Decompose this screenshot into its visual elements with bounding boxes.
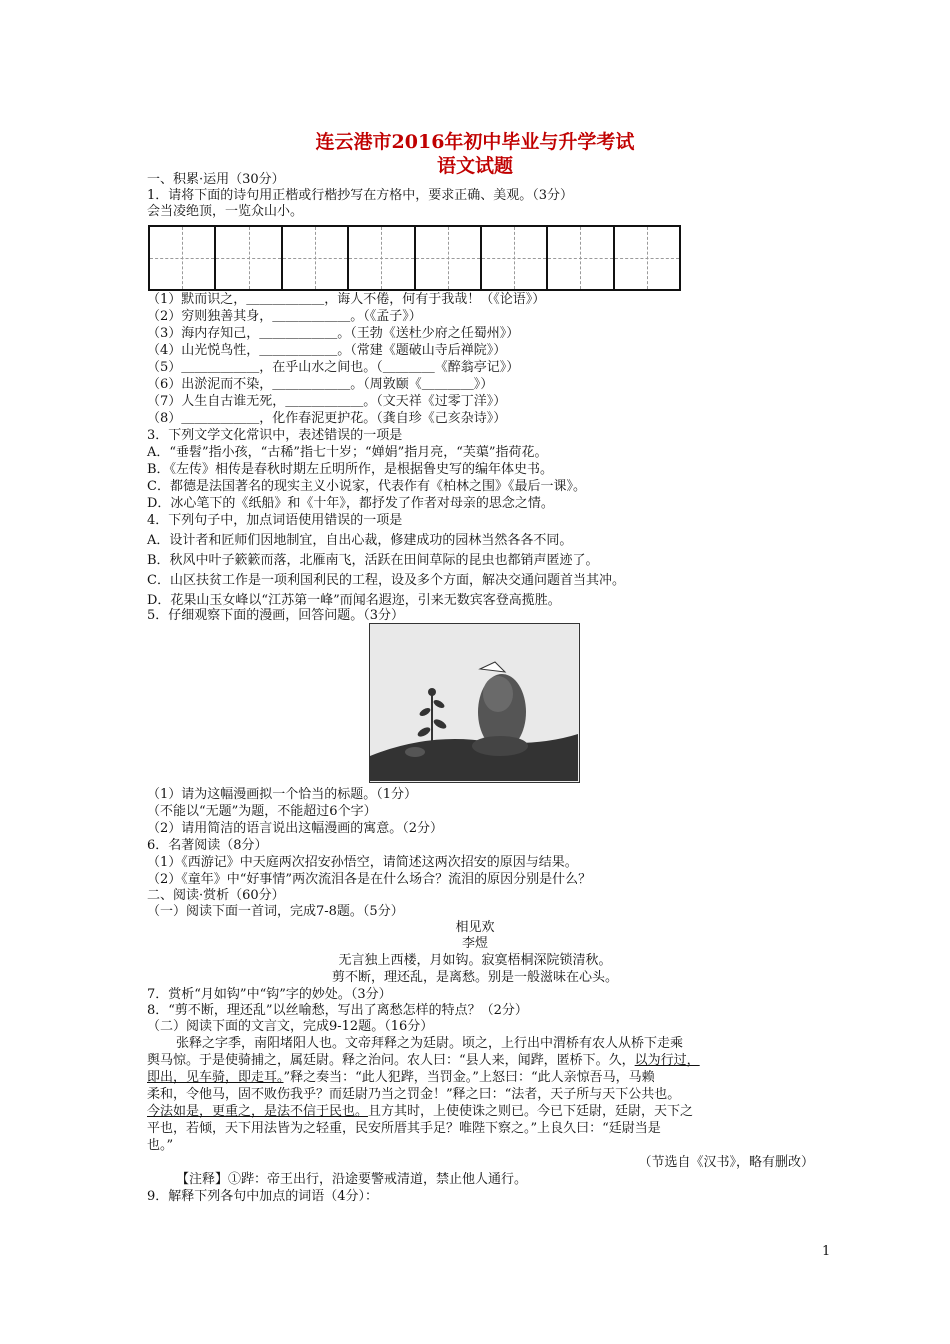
option-c: C．都德是法国著名的现实主义小说家，代表作有《柏林之围》《最后一课》。 <box>147 479 586 494</box>
passage-line: 也。” <box>147 1138 174 1153</box>
option-d: D．花果山玉女峰以“江苏第一峰”而闻名遐迩，引来无数宾客登高揽胜。 <box>147 593 561 608</box>
option-d: D．冰心笔下的《纸船》和《十年》，都抒发了作者对母亲的思念之情。 <box>147 496 554 511</box>
annotation-note: 【注释】①跸：帝王出行，沿途要警戒清道，禁止他人通行。 <box>176 1172 528 1187</box>
exam-title: 连云港市2016年初中毕业与升学考试 <box>315 131 635 153</box>
question-text: 5．仔细观察下面的漫画，回答问题。（3分） <box>147 608 405 623</box>
question-text: （7）人生自古谁无死，＿＿＿＿＿＿。（文天祥《过零丁洋》） <box>147 394 507 409</box>
underlined-text: 以为行过， <box>634 1053 700 1068</box>
grid-cell[interactable] <box>150 227 216 289</box>
passage-text: ”释之奏当：“此人犯跸，当罚金。”上怒曰：“此人亲惊吾马，马赖 <box>283 1070 655 1085</box>
grid-cell[interactable] <box>482 227 548 289</box>
cartoon-image <box>369 623 580 783</box>
grid-cell[interactable] <box>216 227 282 289</box>
question-text: 7．赏析“月如钩”中“钩”字的妙处。（3分） <box>147 987 392 1002</box>
question-text: 9．解释下列各句中加点的词语（4分）： <box>147 1189 379 1204</box>
poem-author: 李煜 <box>461 936 488 951</box>
grid-cell[interactable] <box>416 227 482 289</box>
question-text: （2）穷则独善其身，＿＿＿＿＿＿。（《孟子》） <box>147 309 422 324</box>
question-text: （1）《西游记》中天庭两次招安孙悟空，请简述这两次招安的原因与结果。 <box>147 855 578 870</box>
cartoon-drawing <box>370 624 578 781</box>
question-text: （8）＿＿＿＿＿＿，化作春泥更护花。（龚自珍《己亥杂诗》） <box>147 411 507 426</box>
question-text: （2）《童年》中“好事情”两次流泪各是在什么场合？流泪的原因分别是什么？ <box>147 872 592 887</box>
question-text: 3．下列文学文化常识中，表述错误的一项是 <box>147 428 403 443</box>
passage-line <box>147 1103 693 1120</box>
passage-text: 且方其时，上使使诛之则已。今已下廷尉，廷尉，天下之 <box>368 1104 694 1119</box>
passage-source: （节选自《汉书》，略有删改） <box>638 1155 814 1170</box>
section-heading: 一、积累·运用（30分） <box>147 172 285 187</box>
writing-grid[interactable] <box>148 225 681 291</box>
grid-cell[interactable] <box>349 227 415 289</box>
question-text: （4）山光悦鸟性，＿＿＿＿＿＿。（常建《题破山寺后禅院》） <box>147 343 507 358</box>
option-a: A．“垂髫”指小孩，“古稀”指七十岁；“婵娟”指月亮，“芙蕖”指荷花。 <box>147 445 548 460</box>
option-a: A．设计者和匠师们因地制宜，自出心裁，修建成功的园林当然各各不同。 <box>147 533 573 548</box>
poem-line: 剪不断，理还乱，是离愁。别是一般滋味在心头。 <box>331 970 618 985</box>
option-c: C．山区扶贫工作是一项利国利民的工程，设及多个方面，解决交通问题首当其冲。 <box>147 573 625 588</box>
question-text: （1）请为这幅漫画拟一个恰当的标题。（1分） <box>147 787 418 802</box>
question-text: 8．“剪不断，理还乱”以丝喻愁，写出了离愁怎样的特点？（2分） <box>147 1003 528 1018</box>
question-text: （5）＿＿＿＿＿＿，在乎山水之间也。（＿＿＿＿《醉翁亭记》） <box>147 360 520 375</box>
page-number: 1 <box>822 1244 831 1259</box>
exam-subtitle: 语文试题 <box>436 155 513 177</box>
grid-cell[interactable] <box>548 227 614 289</box>
passage-intro: （一）阅读下面一首词，完成7-8题。（5分） <box>147 904 404 919</box>
passage-line: 柔和，令他马，固不败伤我乎？而廷尉乃当之罚金！”释之曰：“法者，天子所与天下公共也。 <box>147 1087 681 1102</box>
passage-line: 张释之字季，南阳堵阳人也。文帝拜释之为廷尉。顷之，上行出中渭桥有农人从桥下走乘 <box>176 1036 684 1051</box>
option-b: B．《左传》相传是春秋时期左丘明所作，是根据鲁史写的编年体史书。 <box>147 462 554 477</box>
poem-title: 相见欢 <box>455 920 495 935</box>
passage-line: 平也，若倾，天下用法皆为之轻重，民安所厝其手足？唯陛下察之。”上良久曰：“廷尉当是 <box>147 1121 661 1136</box>
passage-line <box>147 1069 655 1086</box>
question-text: （2）请用简洁的语言说出这幅漫画的寓意。（2分） <box>147 821 444 836</box>
passage-intro: （二）阅读下面的文言文，完成9-12题。（16分） <box>147 1019 434 1034</box>
poem-line: 无言独上西楼，月如钩。寂寞梧桐深院锁清秋。 <box>338 953 612 968</box>
question-text: （6）出淤泥而不染，＿＿＿＿＿＿。（周敦颐《＿＿＿＿》） <box>147 377 494 392</box>
grid-cell[interactable] <box>283 227 349 289</box>
option-b: B．秋风中叶子簌簌而落，北雁南飞，活跃在田间草际的昆虫也都销声匿迹了。 <box>147 553 599 568</box>
question-text: （1）默而识之，＿＿＿＿＿＿，诲人不倦，何有于我哉！（《论语》） <box>147 292 546 307</box>
underlined-text: 即出，见车骑，即走耳。 <box>147 1070 284 1085</box>
question-text: 1．请将下面的诗句用正楷或行楷抄写在方格中，要求正确、美观。（3分） <box>147 188 574 203</box>
question-note: （不能以“无题”为题，不能超过6个字） <box>147 804 377 819</box>
underlined-text: 今法如是，更重之，是法不信于民也。 <box>147 1104 369 1119</box>
poem-line: 会当凌绝顶，一览众山小。 <box>147 204 304 219</box>
section-heading: 二、阅读·赏析（60分） <box>147 888 285 903</box>
question-text: 4．下列句子中，加点词语使用错误的一项是 <box>147 513 403 528</box>
question-text: （3）海内存知己，＿＿＿＿＿＿。（王勃《送杜少府之任蜀州》） <box>147 326 520 341</box>
passage-text: 舆马惊。于是使骑捕之，属廷尉。释之治问。农人曰：“县人来，闻跸，匿桥下。久， <box>147 1053 635 1068</box>
question-text: 6．名著阅读（8分） <box>147 838 268 853</box>
passage-line <box>147 1052 700 1069</box>
grid-cell[interactable] <box>615 227 679 289</box>
